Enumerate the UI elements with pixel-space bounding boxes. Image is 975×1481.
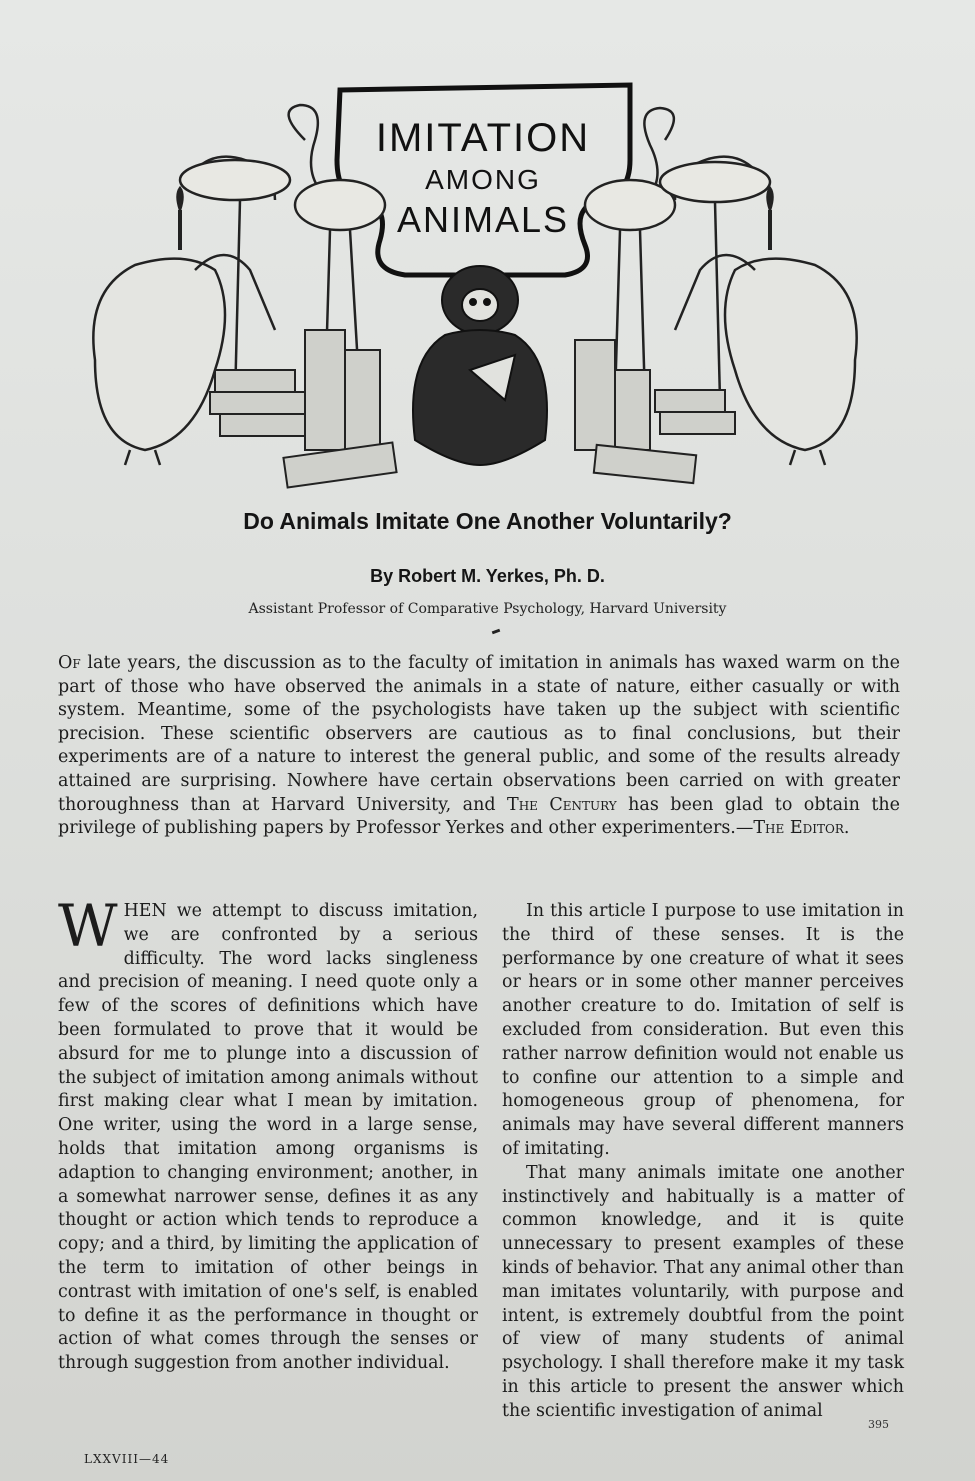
left-column xyxy=(58,892,478,1376)
intro-text-2: has been glad to obtain the privilege of publishing papers by Professor Yerkes and other experimenters.— xyxy=(58,794,900,839)
author-byline: By Robert M. Yerkes, Ph. D. xyxy=(370,566,605,586)
intro-lead: Of xyxy=(58,653,81,673)
ornament-mark xyxy=(492,629,501,635)
left-paragraph xyxy=(58,892,478,1376)
drop-cap: W xyxy=(58,892,118,960)
title-block xyxy=(338,80,628,260)
editor-signature: The Editor. xyxy=(753,818,850,839)
right-column xyxy=(502,900,904,1424)
left-body: we attempt to discuss imitation, we are confronted by a serious difficulty. The word lacks singleness and precision of meaning. I need quote only a few of the scores of definitions which have been formulated to prove that it would be absurd for me to plunge into a discussion of the subject of imitation among animals without first making clear what I mean by imitation. One writer, using the word in a large sense, holds that imitation among organisms is adaption to changing environment; another, in a somewhat narrower sense, defines it as any thought or action which tends to reproduce a copy; and a third, by limiting the application of the term to imitation of other beings in contrast with imitation of one's self, is enabled to define it as the performance in thought or action of what comes through the senses or through suggestion from another individual. xyxy=(58,901,478,1374)
title-line-1: IMITATION xyxy=(375,116,591,160)
author-affiliation: Assistant Professor of Comparative Psychology, Harvard University xyxy=(248,601,727,617)
signature-mark: LXXVIII—44 xyxy=(84,1452,170,1466)
editor-intro xyxy=(58,652,900,841)
intro-text-1: late years, the discussion as to the faculty of imitation in animals has waxed warm on the part of those who have observed the animals in a state of nature, either casually or with system. Meantime, some of the psychologists have taken up the subject with scientific precision. These scientific observers are cautious as to final conclusions, but their experiments are of a nature to interest the general public, and some of the results already attained are surprising. Nowhere have certain observations been carried on with greater thoroughness than at Harvard University, and xyxy=(58,653,900,815)
orangutan-icon xyxy=(413,266,547,465)
title-line-3: ANIMALS xyxy=(396,199,570,240)
magazine-name: The Century xyxy=(507,794,617,815)
page-number: 395 xyxy=(868,1418,889,1431)
first-word: HEN xyxy=(123,901,167,921)
right-paragraph-1: In this article I purpose to use imitation in the third of these senses. It is the performance by one creature of what it sees or hears or in some other manner perceives another creature to do. Imitation of self is excluded from consideration. But even this rather narrow definition would not enable us to confine our attention to a simple and homogeneous group of phenomena, for animals may have several different manners of imitating. xyxy=(502,901,904,1159)
right-paragraph-2: That many animals imitate one another instinctively and habitually is a matter of common knowledge, and it is quite unnecessary to present examples of these kinds of behavior. That any animal other than man imitates voluntarily, with purpose and intent, is extremely doubtful from the point of view of many students of animal psychology. I shall therefore make it my task in this article to present the answer which the scientific investigation of animal xyxy=(502,1162,904,1421)
article-subtitle: Do Animals Imitate One Another Voluntarily? xyxy=(243,508,732,534)
title-line-2: AMONG xyxy=(425,164,541,195)
